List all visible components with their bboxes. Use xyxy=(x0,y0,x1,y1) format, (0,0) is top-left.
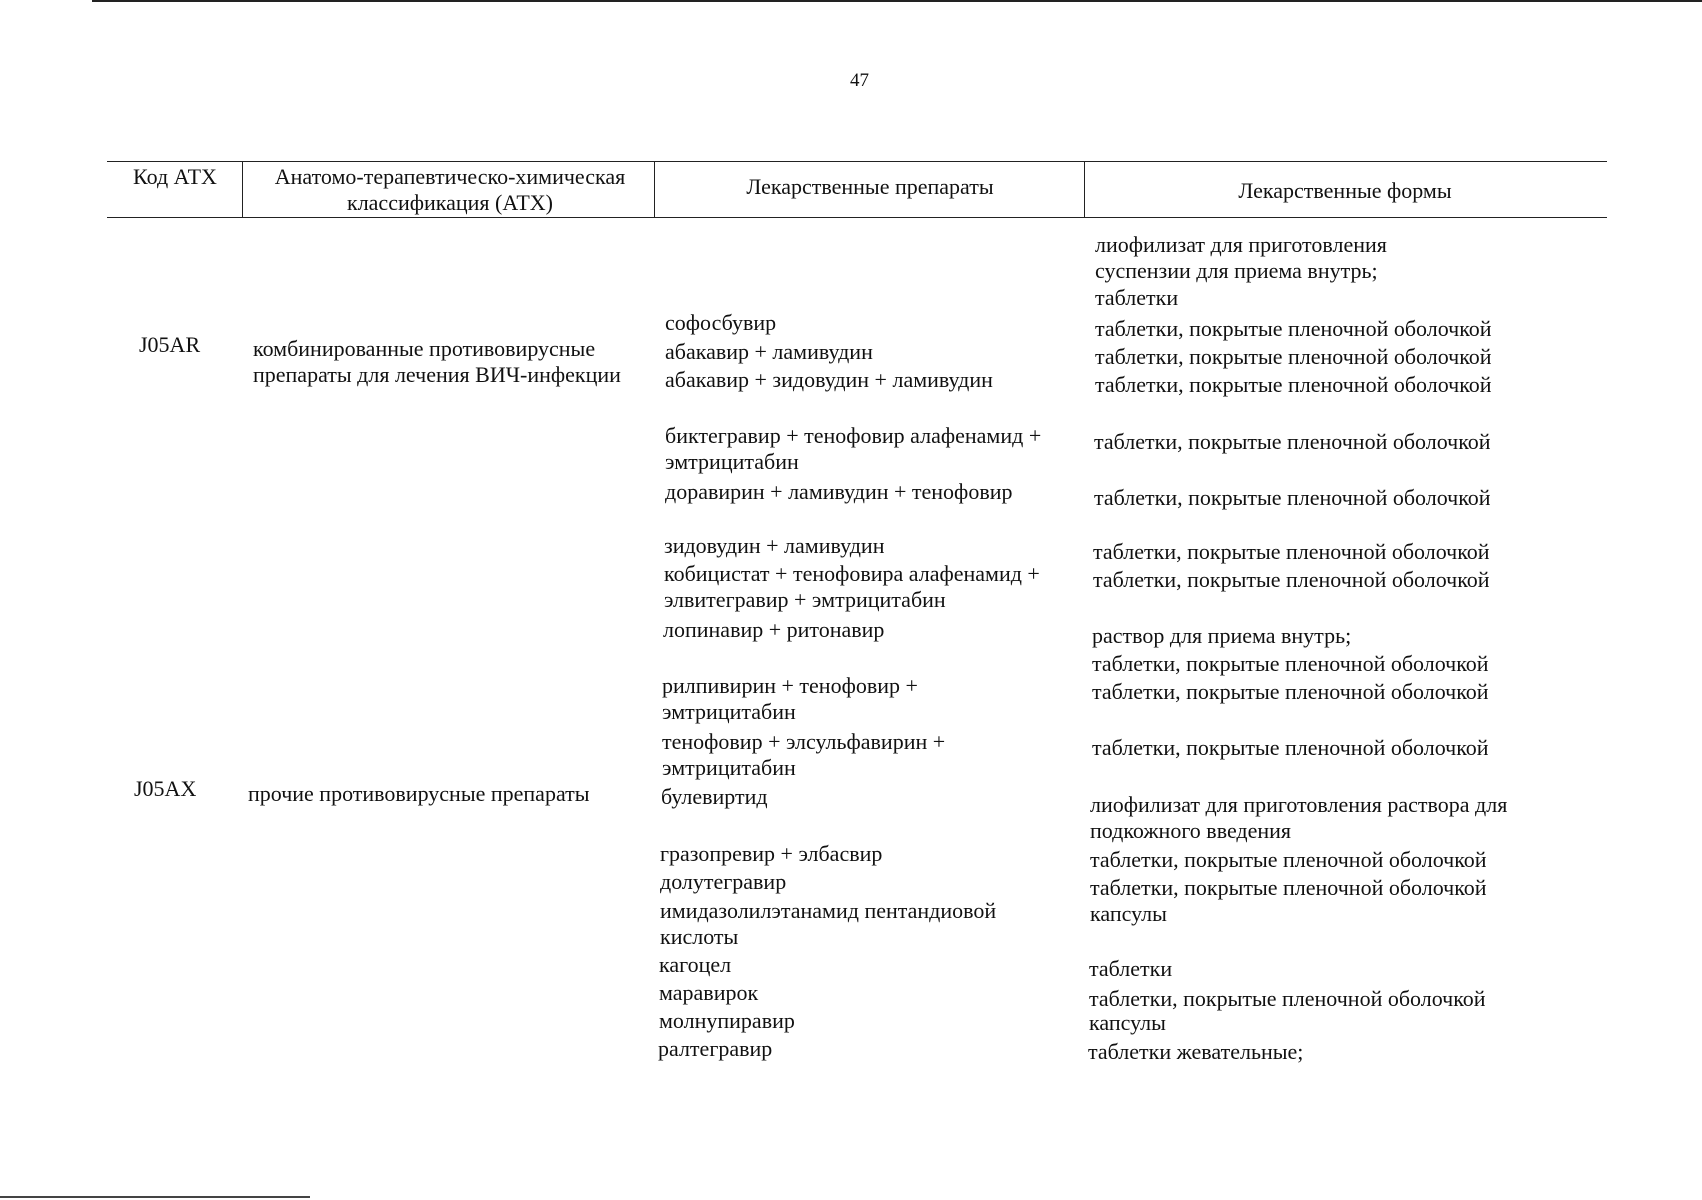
drug-cell: абакавир + зидовудин + ламивудин xyxy=(665,367,993,392)
scan-edge-top xyxy=(92,0,1702,2)
drug-cell: булевиртид xyxy=(661,784,768,809)
header-classification: Анатомо-терапевтическо-химическая классификация (АТХ) xyxy=(274,164,626,215)
forms-cell: таблетки, покрытые пленочной оболочкой xyxy=(1090,847,1487,872)
forms-cell: лиофилизат для приготовления суспензии для приема внутрь; xyxy=(1095,232,1387,283)
forms-cell: таблетки, покрытые пленочной оболочкой xyxy=(1089,986,1486,1011)
forms-cell: таблетки жевательные; xyxy=(1088,1039,1304,1064)
forms-cell: таблетки, покрытые пленочной оболочкой xyxy=(1095,372,1492,397)
drug-cell: долутегравир xyxy=(660,869,787,894)
drug-cell: имидазолилэтанамид пентандиовой кислоты xyxy=(660,898,997,949)
drug-cell: лопинавир + ритонавир xyxy=(663,617,885,642)
drug-cell: абакавир + ламивудин xyxy=(665,339,873,364)
header-top-rule xyxy=(107,161,1607,162)
atc-group-cell: комбинированные противовирусные препараты для лечения ВИЧ-инфекции xyxy=(253,336,621,387)
forms-cell: таблетки xyxy=(1095,285,1179,310)
header-divider-3 xyxy=(1084,161,1085,218)
atc-code-cell: J05AX xyxy=(134,776,197,801)
drug-cell: кобицистат + тенофовира алафенамид + элвитегравир + эмтрицитабин xyxy=(664,561,1040,612)
drug-cell: ралтегравир xyxy=(658,1036,773,1061)
page-number: 47 xyxy=(850,70,869,91)
drug-cell: тенофовир + элсульфавирин + эмтрицитабин xyxy=(662,729,946,780)
header-divider-2 xyxy=(654,161,655,218)
drug-cell: гразопревир + элбасвир xyxy=(660,841,883,866)
header-drugs: Лекарственные препараты xyxy=(746,174,994,199)
forms-cell: таблетки, покрытые пленочной оболочкой xyxy=(1095,344,1492,369)
drug-cell: кагоцел xyxy=(659,952,732,977)
drug-cell: доравирин + ламивудин + тенофовир xyxy=(665,479,1013,504)
forms-cell: капсулы xyxy=(1090,901,1167,926)
forms-cell: таблетки, покрытые пленочной оболочкой xyxy=(1092,651,1489,676)
forms-cell: лиофилизат для приготовления раствора для подкожного введения xyxy=(1090,792,1508,843)
drug-cell: биктегравир + тенофовир алафенамид + эмтрицитабин xyxy=(665,423,1042,474)
forms-cell: таблетки, покрытые пленочной оболочкой xyxy=(1092,679,1489,704)
forms-cell: таблетки, покрытые пленочной оболочкой xyxy=(1092,735,1489,760)
drug-cell: зидовудин + ламивудин xyxy=(664,533,885,558)
drug-cell: маравирок xyxy=(659,980,759,1005)
header-divider-1 xyxy=(242,161,243,218)
forms-cell: таблетки xyxy=(1089,956,1173,981)
forms-cell: капсулы xyxy=(1089,1010,1166,1035)
forms-cell: таблетки, покрытые пленочной оболочкой xyxy=(1094,429,1491,454)
forms-cell: таблетки, покрытые пленочной оболочкой xyxy=(1093,567,1490,592)
forms-cell: таблетки, покрытые пленочной оболочкой xyxy=(1090,875,1487,900)
drug-cell: софосбувир xyxy=(665,310,777,335)
header-forms: Лекарственные формы xyxy=(1238,178,1452,203)
forms-cell: таблетки, покрытые пленочной оболочкой xyxy=(1093,539,1490,564)
atc-code-cell: J05AR xyxy=(139,332,201,357)
forms-cell: таблетки, покрытые пленочной оболочкой xyxy=(1094,485,1491,510)
forms-cell: раствор для приема внутрь; xyxy=(1092,623,1352,648)
forms-cell: таблетки, покрытые пленочной оболочкой xyxy=(1095,316,1492,341)
drug-cell: рилпивирин + тенофовир + эмтрицитабин xyxy=(662,673,918,724)
atc-group-cell: прочие противовирусные препараты xyxy=(248,781,590,806)
scan-edge-bottom xyxy=(0,1196,310,1198)
header-code: Код АТХ xyxy=(133,164,217,189)
header-bottom-rule xyxy=(107,217,1607,218)
drug-cell: молнупиравир xyxy=(659,1008,795,1033)
